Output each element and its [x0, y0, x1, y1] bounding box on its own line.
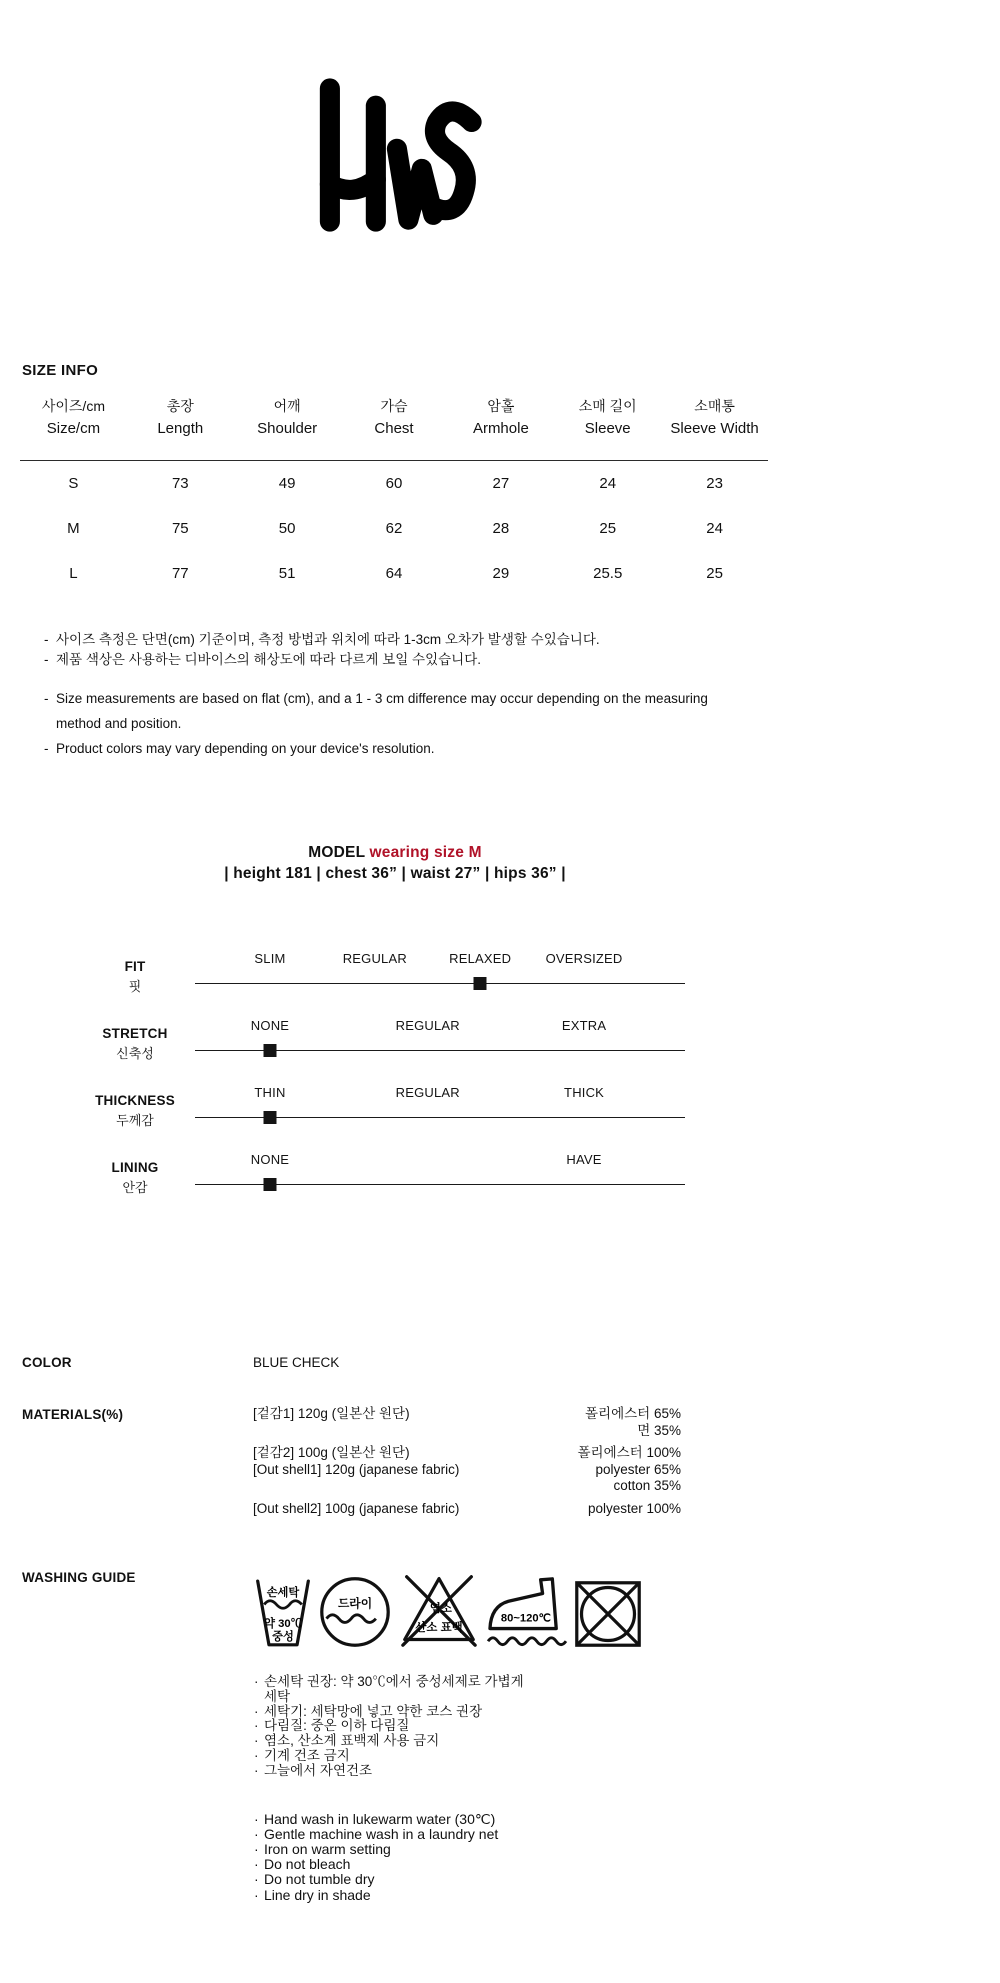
iron-icon: [486, 1573, 568, 1649]
washing-notes-ko: [253, 1675, 531, 1779]
size-table-header: [20, 395, 768, 461]
color-value: BLUE CHECK: [253, 1355, 340, 1370]
model-specs: | height 181 | chest 36” | waist 27” | hips 36” |: [224, 865, 566, 882]
option-label: REGULAR: [395, 1018, 460, 1033]
option-label: NONE: [250, 1152, 290, 1167]
washing-note: · 염소, 산소계 표백제 사용 금지: [253, 1734, 531, 1749]
model-info: [0, 843, 790, 886]
material-item: [253, 1445, 681, 1462]
material-composition: polyester 100%: [587, 1500, 681, 1516]
materials-label: MATERIALS(%): [22, 1407, 124, 1422]
option-label: RELAXED: [449, 951, 512, 966]
table-row-s: S 73 49 60 27 24 23: [68, 475, 723, 492]
model-label: MODEL: [308, 844, 365, 861]
washing-note: · Do not bleach: [253, 1857, 593, 1872]
material-composition: 폴리에스터 65% 면 35%: [585, 1406, 681, 1438]
washing-note: · 다림질: 중온 이하 다림질: [253, 1719, 531, 1734]
stretch-label: STRETCH 신축성: [102, 1026, 168, 1061]
slider-marker: [474, 977, 487, 990]
washing-note: · Line dry in shade: [253, 1888, 593, 1903]
option-label: THIN: [254, 1085, 286, 1100]
col-chest: 가슴 Chest: [374, 398, 414, 437]
note-line: - Size measurements are based on flat (cm), and a 1 - 3 cm difference may occur depending on the measuring method and position.: [44, 686, 716, 736]
lining-label: LINING 안감: [111, 1160, 159, 1195]
lining-row: [0, 1145, 790, 1212]
material-name: [Out shell2] 100g (japanese fabric): [253, 1500, 460, 1516]
option-label: OVERSIZED: [545, 951, 623, 966]
size-notes-ko: [44, 630, 790, 670]
option-label: REGULAR: [342, 951, 407, 966]
brand-logo-icon: [299, 76, 491, 234]
col-shoulder: 어깨 Shoulder: [257, 398, 318, 437]
washing-note: · Gentle machine wash in a laundry net: [253, 1827, 593, 1842]
material-name: [Out shell1] 120g (japanese fabric): [253, 1461, 460, 1477]
washing-note: · Iron on warm setting: [253, 1842, 593, 1857]
washing-notes-en: [253, 1812, 593, 1903]
washing-note: · Do not tumble dry: [253, 1872, 593, 1887]
thickness-label: THICKNESS 두께감: [95, 1093, 175, 1128]
option-label: SLIM: [254, 951, 286, 966]
thickness-track: [195, 1078, 685, 1145]
option-label: THICK: [564, 1085, 605, 1100]
model-wearing-size: wearing size M: [365, 844, 482, 861]
material-name: [겉감1] 120g (일본산 원단): [253, 1406, 410, 1421]
svg-text:손세탁: 손세탁: [266, 1587, 300, 1600]
fit-guide: [0, 944, 790, 1212]
slider-marker: [263, 1111, 276, 1124]
lining-track: [195, 1145, 685, 1212]
stretch-row: [0, 1011, 790, 1078]
stretch-track: [195, 1011, 685, 1078]
material-composition: 폴리에스터 100%: [577, 1445, 681, 1460]
svg-text:80~120℃: 80~120℃: [500, 1612, 552, 1625]
svg-text:산소 표백: 산소 표백: [415, 1621, 463, 1634]
no-tumble-dry-icon: [573, 1579, 643, 1649]
product-details: [0, 1354, 790, 1903]
size-info-title: SIZE INFO: [22, 362, 99, 379]
fit-track: [195, 944, 685, 1011]
option-label: NONE: [250, 1018, 290, 1033]
washing-note: · 기계 건조 금지: [253, 1749, 531, 1764]
material-item: [253, 1501, 681, 1518]
table-row-m: M 75 50 62 28 25 24: [67, 520, 723, 537]
col-size: 사이즈/cm Size/cm: [41, 398, 105, 437]
material-name: [겉감2] 100g (일본산 원단): [253, 1445, 410, 1460]
color-row: [0, 1354, 790, 1372]
model-size-line: [0, 843, 790, 862]
note-line: - 제품 색상은 사용하는 디바이스의 해상도에 따라 다르게 보일 수있습니다.: [44, 650, 790, 670]
svg-text:약 30℃: 약 30℃: [264, 1618, 302, 1630]
note-line: - 사이즈 측정은 단면(cm) 기준이며, 측정 방법과 위치에 따라 1-3cm 오차가 발생할 수있습니다.: [44, 630, 790, 650]
washing-row: [0, 1569, 790, 1903]
brand-logo: [0, 0, 790, 234]
no-bleach-icon: [397, 1571, 481, 1649]
svg-text:드라이: 드라이: [337, 1596, 373, 1611]
col-sleeve: 소매 길이 Sleeve: [578, 398, 637, 437]
washing-note: · 그늘에서 자연건조: [253, 1764, 531, 1779]
material-item: [253, 1406, 681, 1439]
washing-note: · 손세탁 권장: 약 30℃에서 중성세제로 가볍게 세탁: [253, 1675, 531, 1705]
option-label: EXTRA: [561, 1018, 607, 1033]
svg-text:염소: 염소: [429, 1602, 452, 1615]
size-notes-en: [44, 686, 716, 761]
table-row-l: L 77 51 64 29 25.5 25: [69, 565, 723, 582]
slider-marker: [263, 1044, 276, 1057]
note-line: - Product colors may vary depending on your device's resolution.: [44, 736, 716, 761]
material-composition: polyester 65% cotton 35%: [595, 1461, 681, 1493]
slider-marker: [263, 1178, 276, 1191]
thickness-row: [0, 1078, 790, 1145]
materials-row: [0, 1406, 790, 1517]
hand-wash-icon: [253, 1575, 313, 1649]
col-length: 총장 Length: [157, 398, 204, 437]
dry-clean-icon: [318, 1575, 392, 1649]
washing-note: · Hand wash in lukewarm water (30℃): [253, 1812, 593, 1827]
slider-line: [195, 983, 685, 984]
color-label: COLOR: [22, 1355, 72, 1370]
fit-row: [0, 944, 790, 1011]
material-item: [253, 1462, 681, 1495]
col-armhole: 암홀 Armhole: [472, 398, 529, 437]
option-label: REGULAR: [395, 1085, 460, 1100]
size-table: [20, 395, 768, 596]
laundry-icons: [253, 1569, 681, 1649]
fit-label: FIT 핏: [124, 959, 146, 994]
svg-text:중성: 중성: [272, 1631, 294, 1644]
option-label: HAVE: [566, 1152, 602, 1167]
washing-note: · 세탁기: 세탁망에 넣고 약한 코스 권장: [253, 1705, 531, 1720]
col-sleeve-width: 소매통 Sleeve Width: [670, 398, 759, 437]
washing-guide-label: WASHING GUIDE: [22, 1570, 136, 1585]
